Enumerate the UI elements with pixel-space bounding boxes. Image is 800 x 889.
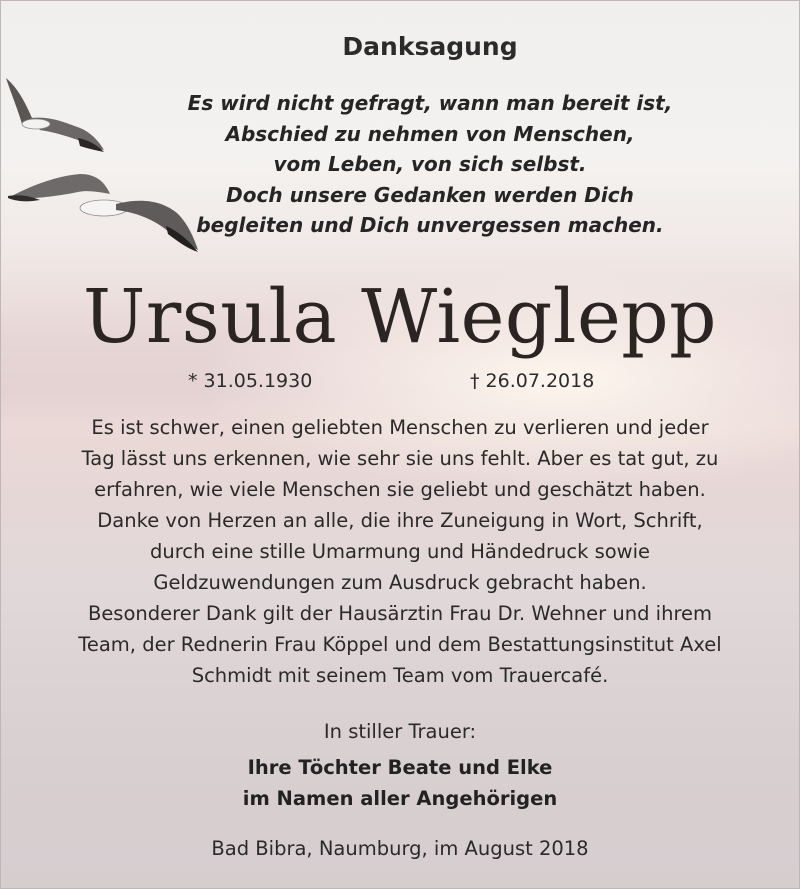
- text-line: Geldzuwendungen zum Ausdruck gebracht haben.: [153, 571, 647, 594]
- closing-line: In stiller Trauer:: [323, 720, 477, 743]
- signers: [0, 752, 800, 814]
- life-dates: [0, 370, 800, 396]
- signer-line: Ihre Töchter Beate und Elke: [247, 756, 553, 779]
- text-line: Danke von Herzen an alle, die ihre Zuneigung in Wort, Schrift,: [97, 509, 703, 532]
- text-line: erfahren, wie viele Menschen sie geliebt und geschätzt haben.: [94, 478, 706, 501]
- thanks-text: [10, 412, 790, 691]
- thanks-paragraph: [10, 505, 790, 598]
- place-date: Bad Bibra, Naumburg, im August 2018: [211, 837, 589, 860]
- birth-date: * 31.05.1930: [188, 370, 313, 392]
- signer-line: im Namen aller Angehörigen: [242, 787, 558, 810]
- text-line: durch eine stille Umarmung und Händedruck sowie: [149, 540, 651, 563]
- quote-line: Doch unsere Gedanken werden Dich: [226, 182, 634, 207]
- thanks-paragraph: [10, 598, 790, 691]
- thanks-paragraph: [10, 412, 790, 505]
- heading: Danksagung: [342, 32, 518, 61]
- quote-line: begleiten und Dich unvergessen machen.: [196, 213, 664, 237]
- text-line: Besonderer Dank gilt der Hausärztin Frau Dr. Wehner und ihrem: [87, 602, 713, 625]
- death-date: † 26.07.2018: [470, 370, 595, 392]
- quote-line: Abschied zu nehmen von Menschen,: [225, 121, 635, 146]
- text-line: Es ist schwer, einen geliebten Menschen zu verlieren und jeder: [91, 416, 709, 439]
- memorial-quote: [60, 88, 800, 241]
- quote-line: vom Leben, von sich selbst.: [273, 152, 587, 176]
- deceased-name: Ursula Wieglepp: [83, 274, 717, 360]
- text-line: Team, der Rednerin Frau Köppel und dem Bestattungsinstitut Axel: [78, 633, 722, 656]
- text-line: Tag lässt uns erkennen, wie sehr sie uns fehlt. Aber es tat gut, zu: [81, 447, 719, 470]
- quote-line: Es wird nicht gefragt, wann man bereit ist,: [187, 91, 673, 115]
- text-line: Schmidt mit seinem Team vom Trauercafé.: [191, 664, 609, 687]
